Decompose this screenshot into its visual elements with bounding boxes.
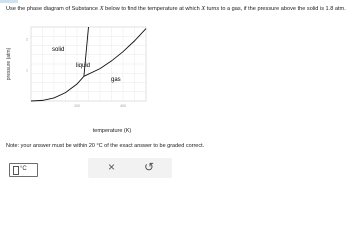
region-label-liquid: liquid <box>76 63 91 69</box>
x-tick-label: 200 <box>74 104 80 108</box>
region-label-solid: solid <box>52 47 65 53</box>
undo-icon[interactable]: ↺ <box>144 160 155 174</box>
vaporization-curve <box>84 29 146 77</box>
x-axis-label: temperature (K) <box>92 128 132 134</box>
answer-input[interactable] <box>9 163 38 177</box>
tolerance-note: Note: your answer must be within 20 °C of the exact answer to be graded correct. <box>6 143 205 149</box>
y-tick-label: 1 <box>26 68 28 73</box>
region-label-gas: gas <box>111 77 121 83</box>
tick-labels <box>26 38 126 108</box>
answer-tools-panel <box>88 158 172 178</box>
x-tick-label: 400 <box>120 104 126 108</box>
y-tick-label: 2 <box>26 37 28 42</box>
unit-label: °C <box>20 166 27 172</box>
cursor-caret <box>13 166 19 175</box>
y-axis-label: pressure (atm) <box>6 47 12 81</box>
sublimation-curve <box>31 76 84 101</box>
clear-icon[interactable]: × <box>108 160 116 174</box>
question-text: Use the phase diagram of Substance X below to find the temperature at which X turns to a gas, if the pressure above the solid is 1.8 atm. <box>6 5 346 12</box>
